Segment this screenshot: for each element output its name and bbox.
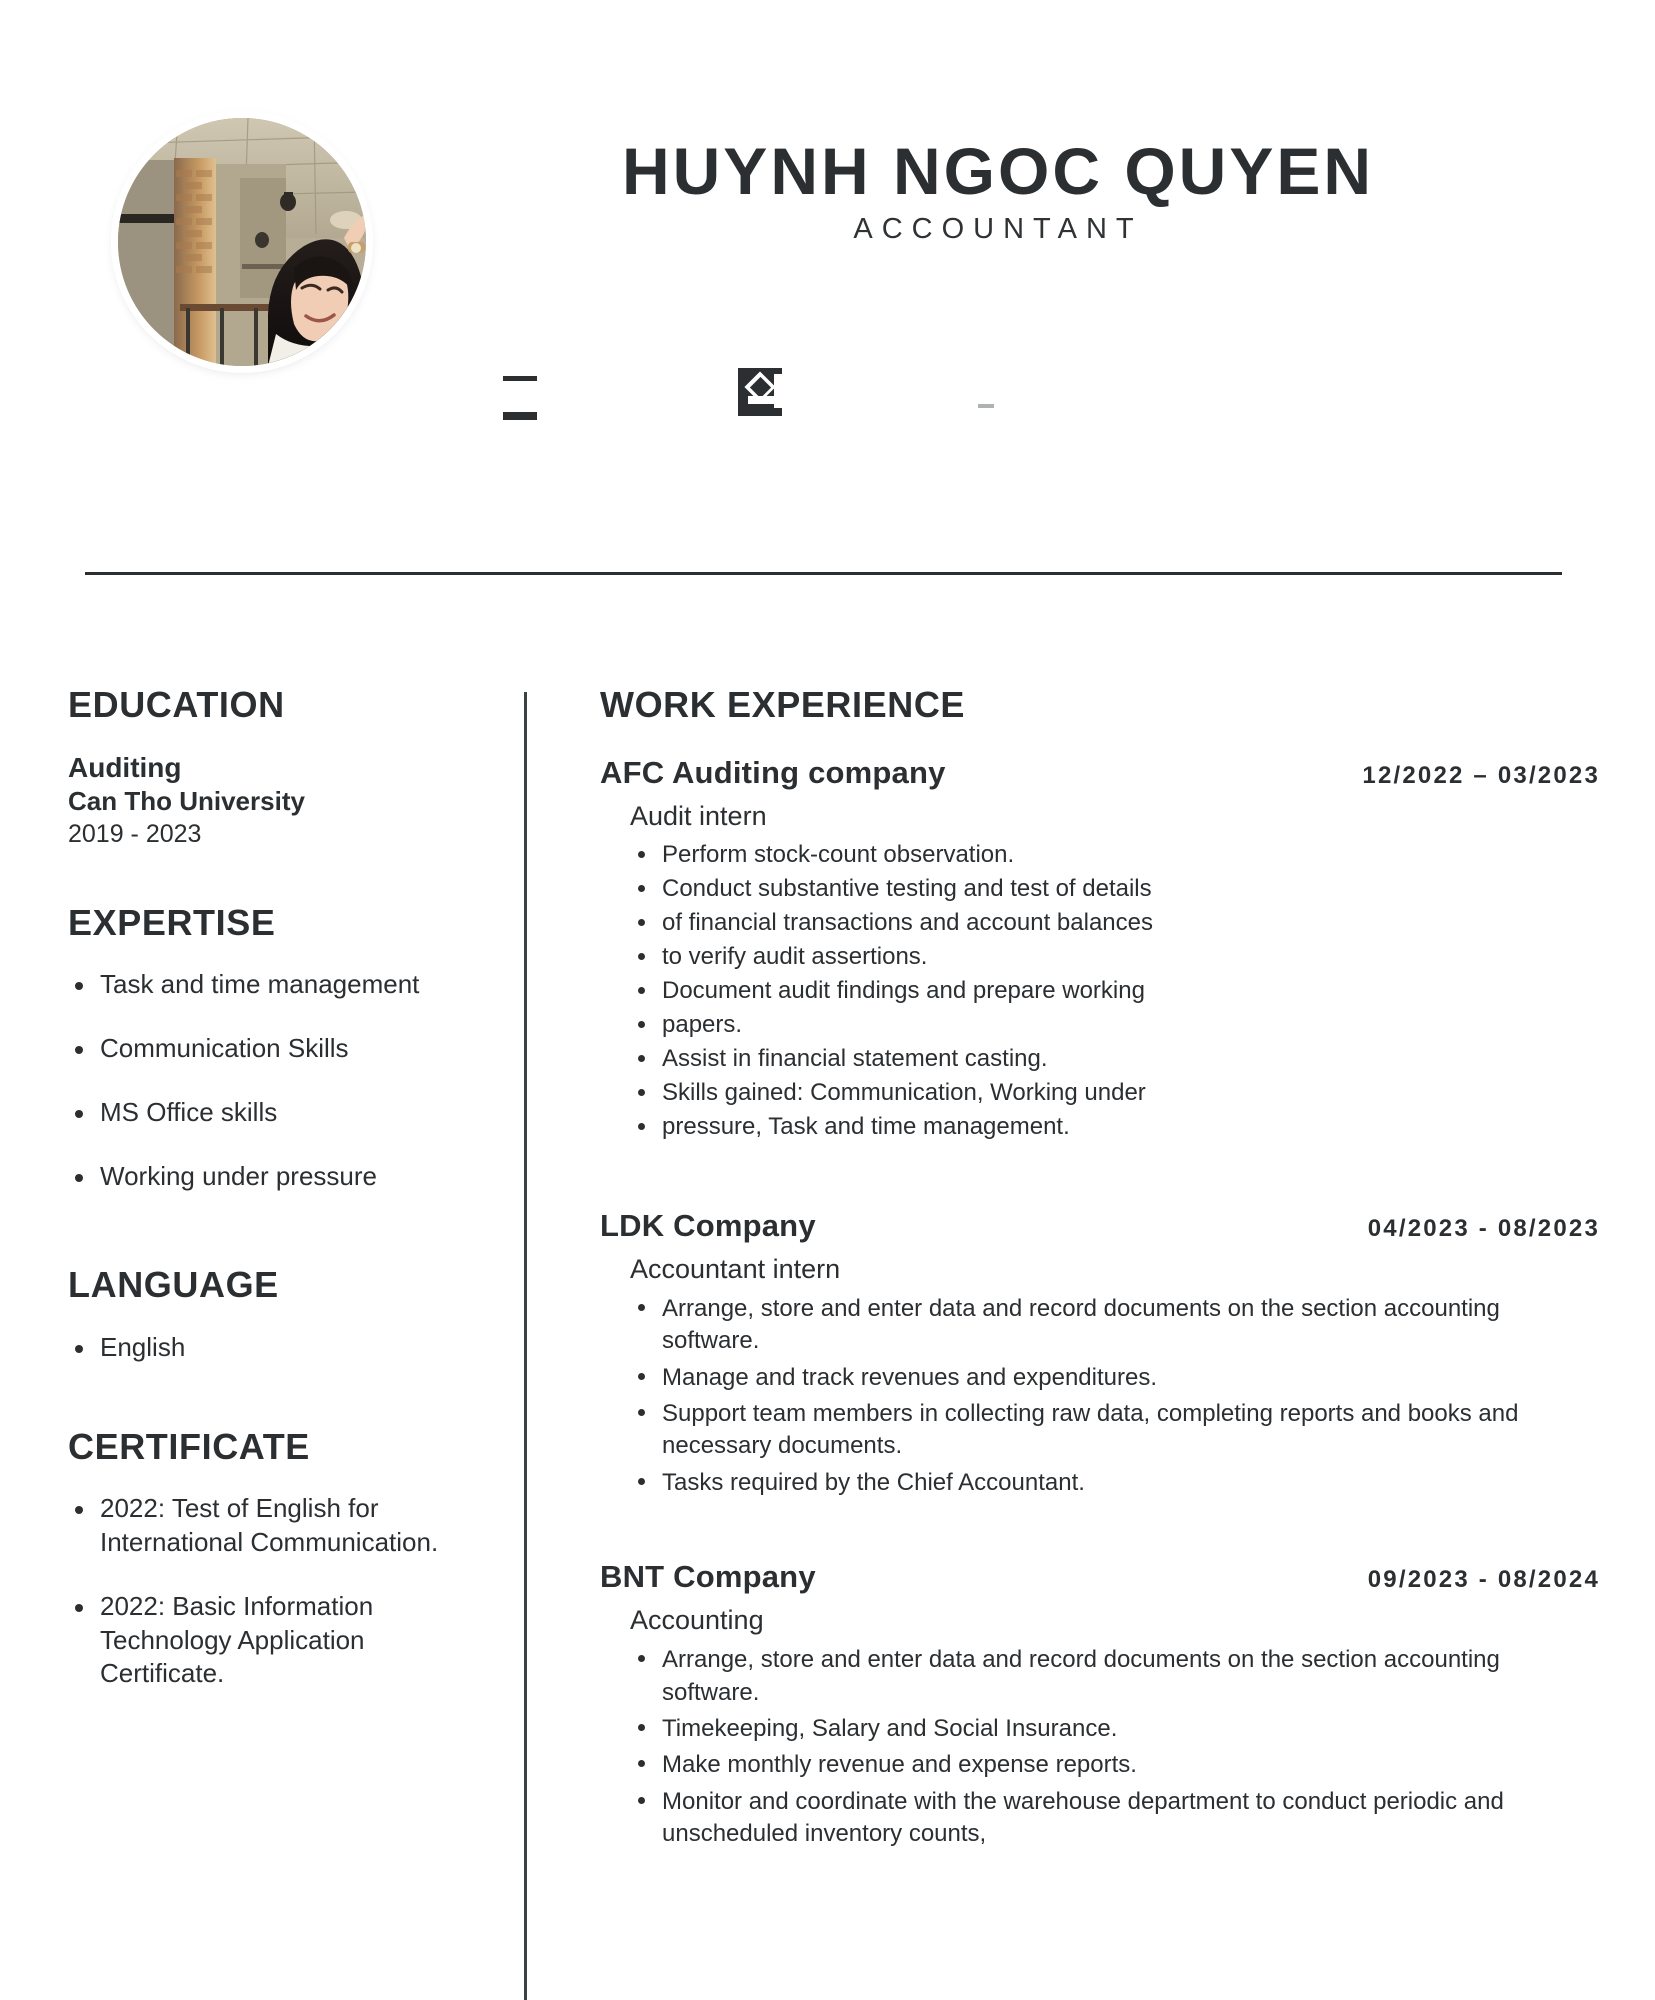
contact-email[interactable] bbox=[738, 368, 794, 416]
job-entry bbox=[600, 1559, 1600, 1850]
list-item: Document audit findings and prepare working bbox=[630, 976, 1600, 1005]
list-item: of financial transactions and account balances bbox=[630, 908, 1600, 937]
list-item: Timekeeping, Salary and Social Insurance. bbox=[630, 1713, 1600, 1745]
list-item: Make monthly revenue and expense reports. bbox=[630, 1749, 1600, 1781]
list-item: MS Office skills bbox=[68, 1096, 488, 1130]
job-dates: 12/2022 – 03/2023 bbox=[1362, 761, 1600, 789]
section-language bbox=[68, 1265, 488, 1364]
job-title-subtitle: ACCOUNTANT bbox=[853, 213, 1143, 245]
list-item: Assist in financial statement casting. bbox=[630, 1044, 1600, 1073]
section-expertise bbox=[68, 903, 488, 1194]
section-title-language: LANGUAGE bbox=[68, 1264, 279, 1306]
job-entry bbox=[600, 1208, 1600, 1499]
header-divider bbox=[85, 572, 1562, 575]
location-icon bbox=[978, 404, 994, 408]
list-item: Communication Skills bbox=[68, 1032, 488, 1066]
mail-icon bbox=[738, 368, 782, 416]
section-certificate bbox=[68, 1427, 488, 1692]
list-item: 2022: Test of English for International Communication. bbox=[68, 1492, 488, 1560]
list-item: Skills gained: Communication, Working under bbox=[630, 1078, 1600, 1107]
job-company: LDK Company bbox=[600, 1207, 816, 1243]
list-item: 2022: Basic Information Technology Application Certificate. bbox=[68, 1590, 488, 1691]
list-item: Arrange, store and enter data and record documents on the section accounting software. bbox=[630, 1293, 1600, 1358]
contact-row bbox=[418, 368, 1578, 438]
portrait-photo-graphic bbox=[118, 118, 366, 366]
contact-address[interactable] bbox=[978, 404, 1006, 408]
phone-icon bbox=[500, 372, 542, 418]
job-company: BNT Company bbox=[600, 1559, 816, 1595]
list-item: pressure, Task and time management. bbox=[630, 1112, 1600, 1141]
section-title-work-experience: WORK EXPERIENCE bbox=[600, 684, 966, 725]
list-item: Monitor and coordinate with the warehouse department to conduct periodic and unscheduled inventory counts, bbox=[630, 1786, 1600, 1851]
main-content bbox=[600, 685, 1600, 1855]
job-header bbox=[600, 755, 1600, 791]
section-title-certificate: CERTIFICATE bbox=[68, 1425, 310, 1467]
job-role: Accountant intern bbox=[630, 1253, 841, 1284]
job-bullets bbox=[630, 1644, 1600, 1850]
job-entry bbox=[600, 755, 1600, 1141]
job-bullets bbox=[630, 840, 1600, 1141]
certificate-list bbox=[68, 1492, 488, 1691]
list-item: to verify audit assertions. bbox=[630, 942, 1600, 971]
education-years: 2019 - 2023 bbox=[68, 820, 202, 849]
avatar bbox=[118, 118, 366, 366]
job-company: AFC Auditing company bbox=[600, 754, 946, 790]
section-title-education: EDUCATION bbox=[68, 684, 285, 725]
portrait-photo bbox=[118, 118, 366, 366]
section-education bbox=[68, 685, 488, 851]
column-divider bbox=[524, 692, 527, 2000]
contact-phone[interactable] bbox=[500, 372, 554, 418]
job-role: Audit intern bbox=[630, 800, 767, 831]
list-item: Working under pressure bbox=[68, 1160, 488, 1194]
job-header bbox=[600, 1559, 1600, 1595]
list-item: Support team members in collecting raw data, completing reports and books and necessary documents. bbox=[630, 1398, 1600, 1463]
sidebar bbox=[68, 685, 488, 1721]
job-dates: 04/2023 - 08/2023 bbox=[1367, 1214, 1600, 1242]
job-bullets bbox=[630, 1293, 1600, 1499]
list-item: English bbox=[68, 1331, 488, 1365]
education-degree: Auditing bbox=[68, 751, 182, 783]
education-school: Can Tho University bbox=[68, 785, 305, 816]
list-item: papers. bbox=[630, 1010, 1600, 1039]
page-title: HUYNH NGOC QUYEN bbox=[621, 134, 1375, 208]
job-role: Accounting bbox=[630, 1605, 764, 1636]
job-dates: 09/2023 - 08/2024 bbox=[1367, 1566, 1600, 1594]
list-item: Conduct substantive testing and test of details bbox=[630, 874, 1600, 903]
resume-header bbox=[0, 0, 1655, 575]
job-header bbox=[600, 1208, 1600, 1244]
list-item: Manage and track revenues and expenditures. bbox=[630, 1362, 1600, 1394]
list-item: Perform stock-count observation. bbox=[630, 840, 1600, 869]
section-title-expertise: EXPERTISE bbox=[68, 901, 276, 943]
list-item: Arrange, store and enter data and record documents on the section accounting software. bbox=[630, 1644, 1600, 1709]
language-list bbox=[68, 1331, 488, 1365]
list-item: Tasks required by the Chief Accountant. bbox=[630, 1467, 1600, 1499]
expertise-list bbox=[68, 968, 488, 1193]
list-item: Task and time management bbox=[68, 968, 488, 1002]
